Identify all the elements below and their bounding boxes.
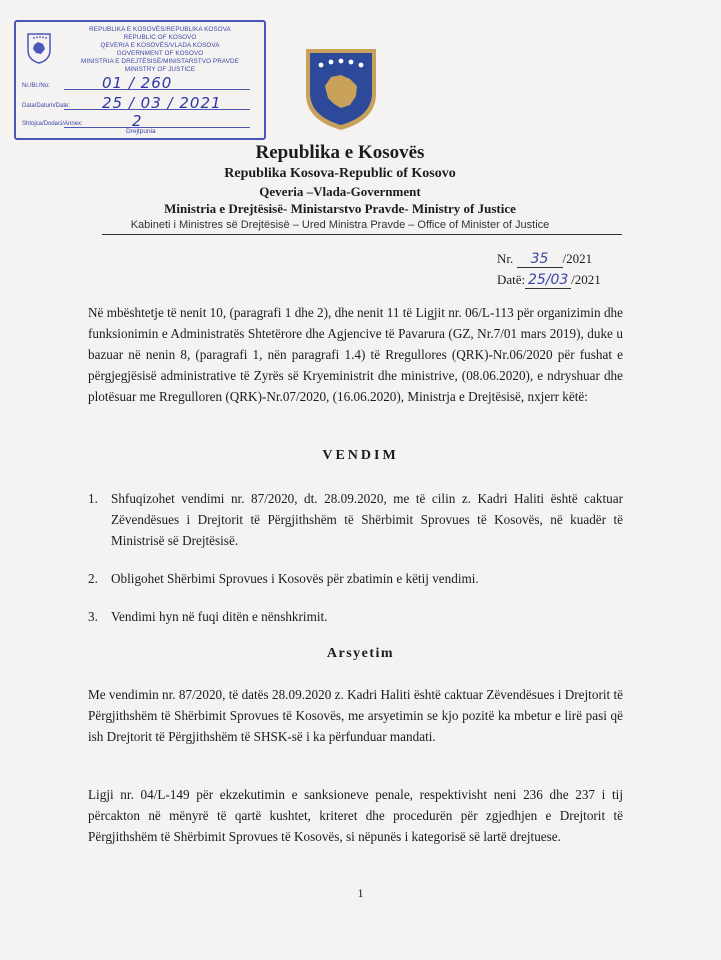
reference-date-row [497, 269, 657, 290]
stamp-annex-value: 2 [132, 112, 143, 130]
header-government: Qeveria –Vlada-Government [259, 184, 421, 199]
stamp-line: MINISTRIA E DREJTËSISË/MINISTARSTVO PRAVDE [81, 58, 239, 65]
stamp-number-label: Nr./Br./No: [22, 83, 50, 89]
decision-item [88, 606, 623, 627]
reasoning-heading: Arsyetim [326, 646, 395, 661]
decision-item-number: 1. [88, 491, 98, 506]
stamp-line: MINISTRY OF JUSTICE [124, 66, 196, 73]
stamp-date-label: Data/Datum/Date: [22, 103, 71, 109]
header-office: Kabineti i Ministres së Drejtësisë – Ured Ministra Pravde – Office of Minister of Justice [130, 219, 550, 231]
stamp-number-row [22, 76, 262, 92]
reference-number-label: Nr. [497, 251, 514, 266]
stamp-line: QEVERIA E KOSOVËS/VLADA KOSOVA [100, 42, 220, 49]
stamp-date-row [22, 96, 262, 112]
reference-number-value: 35 [517, 252, 563, 268]
decision-item-text: Vendimi hyn në fuqi ditën e nënshkrimit. [111, 609, 328, 624]
reference-number-year: /2021 [562, 251, 593, 266]
reference-date-label: Datë: [497, 272, 526, 287]
registry-stamp [14, 20, 266, 140]
decision-item-text: Shfuqizohet vendimi nr. 87/2020, dt. 28.09.2020, me të cilin z. Kadri Haliti është caktuar Zëvendësues i Drejtorit të Përgjithshëm të Shërbimit Sprovues të Kosovës, në kuadër të Ministrisë së Drejtësisë. [111, 491, 623, 548]
decision-item [88, 488, 623, 551]
reasoning-paragraph: Me vendimin nr. 87/2020, të datës 28.09.2020 z. Kadri Haliti është caktuar Zëvendësues i Drejtorit të Përgjithshëm të Shërbimit Sprovues të Kosovës, me arsyetimin se kjo pozitë ka mbetur e lirë pasi që ish Drejtorit të Përgjithshëm të SHSK-së i ka përfunduar mandati. [88, 687, 623, 744]
decision-item [88, 568, 623, 589]
stamp-text [58, 26, 262, 74]
kosovo-coat-of-arms-icon [303, 46, 379, 132]
stamp-line: REPUBLIC OF KOSOVO [123, 34, 197, 41]
intro-paragraph: Në mbështetje të nenit 10, (paragrafi 1 dhe 2), dhe nenit 11 të Ligjit nr. 06/L-113 për organizimin dhe funksionimin e Administratës Shtetërore dhe Agjencive të Pavarura (GZ, Nr.7/01 mars 2019), duke u bazuar në nenin 8, (paragrafi 1, nën paragrafi 1.4) të Rregullores (QRK)-Nr.06/2020 për fushat e përgjegjësisë administrative të Zyrës së Kryeministrit dhe ministrive, (08.06.2020), e ndryshuar dhe plotësuar me Rregulloren (QRK)-Nr.07/2020, (16.06.2020), Ministrja e Drejtësisë, nxjerr këtë: [88, 305, 623, 404]
reference-block [497, 248, 657, 290]
header-country: Republika e Kosovës [255, 142, 425, 163]
stamp-annex-label: Shtojca/Dodaci/Annex: [22, 121, 83, 127]
stamp-line: GOVERNMENT OF KOSOVO [116, 50, 204, 57]
reasoning-paragraph: Ligji nr. 04/L-149 për ekzekutimin e sanksioneve penale, respektivisht neni 236 dhe 237 i tij përcakton në mënyrë të qartë kushtet, kriteret dhe procedurën për zgjedhjen e Drejtorit të Përgjithshëm të Shërbimit Sprovues të Kosovës, si nëpunës i kategorisë së lartë drejtuese. [88, 787, 623, 844]
header-divider [102, 234, 622, 235]
stamp-annex-line [64, 127, 250, 128]
stamp-footer: Drejtpunia [126, 128, 156, 135]
stamp-number-value: 01 / 260 [102, 74, 173, 92]
decision-item-number: 3. [88, 609, 98, 624]
decision-heading: VENDIM [322, 448, 399, 463]
stamp-date-value: 25 / 03 / 2021 [102, 94, 222, 112]
reference-date-year: /2021 [571, 272, 601, 287]
decision-item-text: Obligohet Shërbimi Sprovues i Kosovës për zbatimin e këtij vendimi. [111, 571, 479, 586]
stamp-emblem-icon [26, 32, 52, 64]
reference-number-row [497, 248, 657, 269]
decision-item-number: 2. [88, 571, 98, 586]
page-number: 1 [357, 886, 364, 900]
stamp-line: REPUBLIKA E KOSOVËS/REPUBLIKA KOSOVA [89, 26, 231, 33]
header-country-multilingual: Republika Kosova-Republic of Kosovo [224, 166, 456, 181]
reference-date-value: 25/03 [525, 273, 571, 289]
header-ministry: Ministria e Drejtësisë- Ministarstvo Pravde- Ministry of Justice [164, 201, 516, 216]
